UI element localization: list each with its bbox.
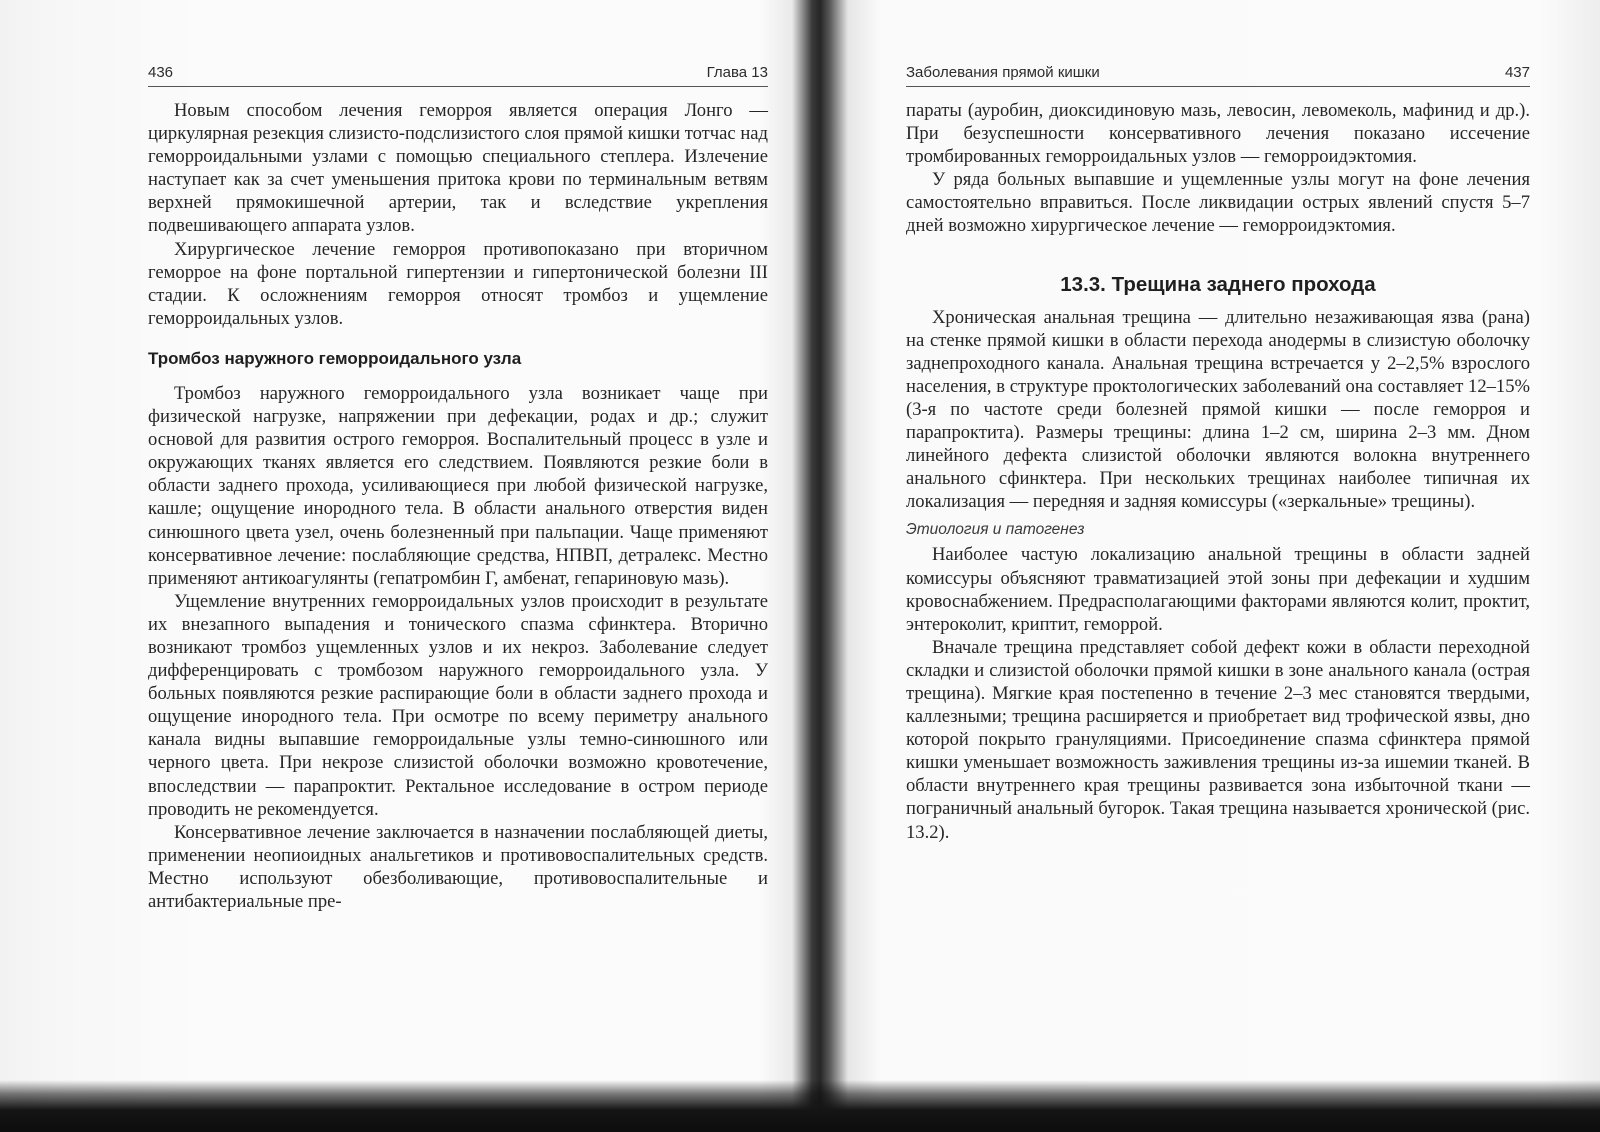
left-paragraph-1: Новым способом лечения геморроя является операция Лонго — циркулярная резекция слизисто-подслизистого слоя прямой кишки тотчас над геморроидальными узлами с помощью специального степлера. Излечение наступает как за счет уменьшения притока крови по терминальным ветвям верхней прямокишечной артерии, так и вследствие укрепления подвешивающего аппарата узлов. (148, 100, 768, 237)
right-paragraph-1: параты (ауробин, диоксидиновую мазь, левосин, левомеколь, мафинид и др.). При безуспешности консервативного лечения показано иссечение тромбированных геморроидальных узлов — геморроидэктомия. (906, 100, 1530, 168)
left-paragraph-2: Хирургическое лечение геморроя противопоказано при вторичном геморрое на фоне портальной гипертензии и гипертонической болезни III стадии. К осложнениям геморроя относят тромбоз и ущемление геморроидальных узлов. (148, 238, 768, 329)
left-page-number: 436 (148, 64, 174, 81)
right-paragraph-3: Хроническая анальная трещина — длительно незаживающая язва (рана) на стенке прямой кишки в области перехода анодермы в слизистую оболочку заднепроходного канала. Анальная трещина встречается у 2–2,5% взрослого населения, в структуре проктологических заболеваний она составляет 12–15% (3-я по частоте среди болезней прямой кишки — после геморроя и парапроктита). Размеры трещины: длина 1–2 см, ширина 2–3 мм. Дном линейного дефекта слизистой оболочки являются волокна внутреннего анального сфинктера. При нескольких трещинах наиболее типичная их локализация — передняя и задняя комиссуры («зеркальные» трещины). (906, 306, 1530, 513)
left-running-head (148, 60, 768, 87)
right-paragraph-5: Вначале трещина представляет собой дефект кожи в области переходной складки и слизистой оболочки прямой кишки в зоне анального канала (острая трещина). Мягкие края постепенно в течение 2–3 мес становятся твердыми, каллезными; трещина расширяется и приобретает вид трофической язвы, дно которой покрыто грануляциями. Присоединение спазма сфинктера прямой кишки уменьшает возможность заживления трещины из-за ишемии тканей. В области внутреннего края трещины развивается зона избыточной ткани — пограничный анальный бугорок. Такая трещина называется хронической (рис. 13.2). (906, 636, 1530, 843)
left-running-title: Глава 13 (706, 64, 768, 81)
left-paragraph-3: Тромбоз наружного геморроидального узла возникает чаще при физической нагрузке, напряжении при дефекации, родах и др.; служит основой для развития острого геморроя. Воспалительный процесс в узле и окружающих тканях является его следствием. Появляются резкие боли в области заднего прохода, усиливающиеся при любой физической нагрузке, кашле; ощущение инородного тела. В области анального отверстия виден синюшного цвета узел, очень болезненный при пальпации. Чаще применяют консервативное лечение: послабляющие средства, НПВП, детралекс. Местно применяют антикоагулянты (гепатромбин Г, амбенат, гепариновую мазь). (148, 382, 768, 589)
left-paragraph-5: Консервативное лечение заключается в назначении послабляющей диеты, применении неопиоидных анальгетиков и противовоспалительных средств. Местно используют обезболивающие, противовоспалительные и антибактериальные пре- (148, 821, 768, 912)
left-paragraph-4: Ущемление внутренних геморроидальных узлов происходит в результате их внезапного выпадения и тонического спазма сфинктера. Вторично возникают тромбоз ущемленных узлов и их некроз. Заболевание следует дифференцировать с тромбозом наружного геморроидального узла. У больных появляются резкие распирающие боли в области заднего прохода и ощущение инородного тела. При осмотре по всему периметру анального канала видны выпавшие геморроидальные узлы темно-синюшного или черного цвета. При некрозе слизистой оболочки возможно кровотечение, впоследствии — парапроктит. Ректальное исследование в остром периоде проводить не рекомендуется. (148, 590, 768, 820)
right-page (906, 0, 1530, 1080)
right-italic-subheading: Этиология и патогенез (906, 521, 1085, 539)
right-body-text (906, 99, 1530, 844)
right-paragraph-2: У ряда больных выпавшие и ущемленные узлы могут на фоне лечения самостоятельно вправиться. После ликвидации острых явлений спустя 5–7 дней возможно хирургическое лечение — геморроидэктомия. (906, 169, 1530, 237)
left-page (148, 0, 768, 1080)
right-page-number: 437 (1504, 64, 1530, 81)
right-running-title: Заболевания прямой кишки (906, 64, 1100, 81)
right-paragraph-4: Наиболее частую локализацию анальной трещины в области задней комиссуры объясняют травматизацией этой зоны при дефекации и худшим кровоснабжением. Предрасполагающими факторами являются колит, проктит, энтероколит, криптит, геморрой. (906, 544, 1530, 635)
left-subheading: Тромбоз наружного геморроидального узла (148, 348, 522, 368)
scan-bottom-shadow (0, 1080, 1600, 1132)
left-body-text (148, 99, 768, 913)
section-heading: 13.3. Трещина заднего прохода (1060, 272, 1376, 296)
right-running-head (906, 60, 1530, 87)
